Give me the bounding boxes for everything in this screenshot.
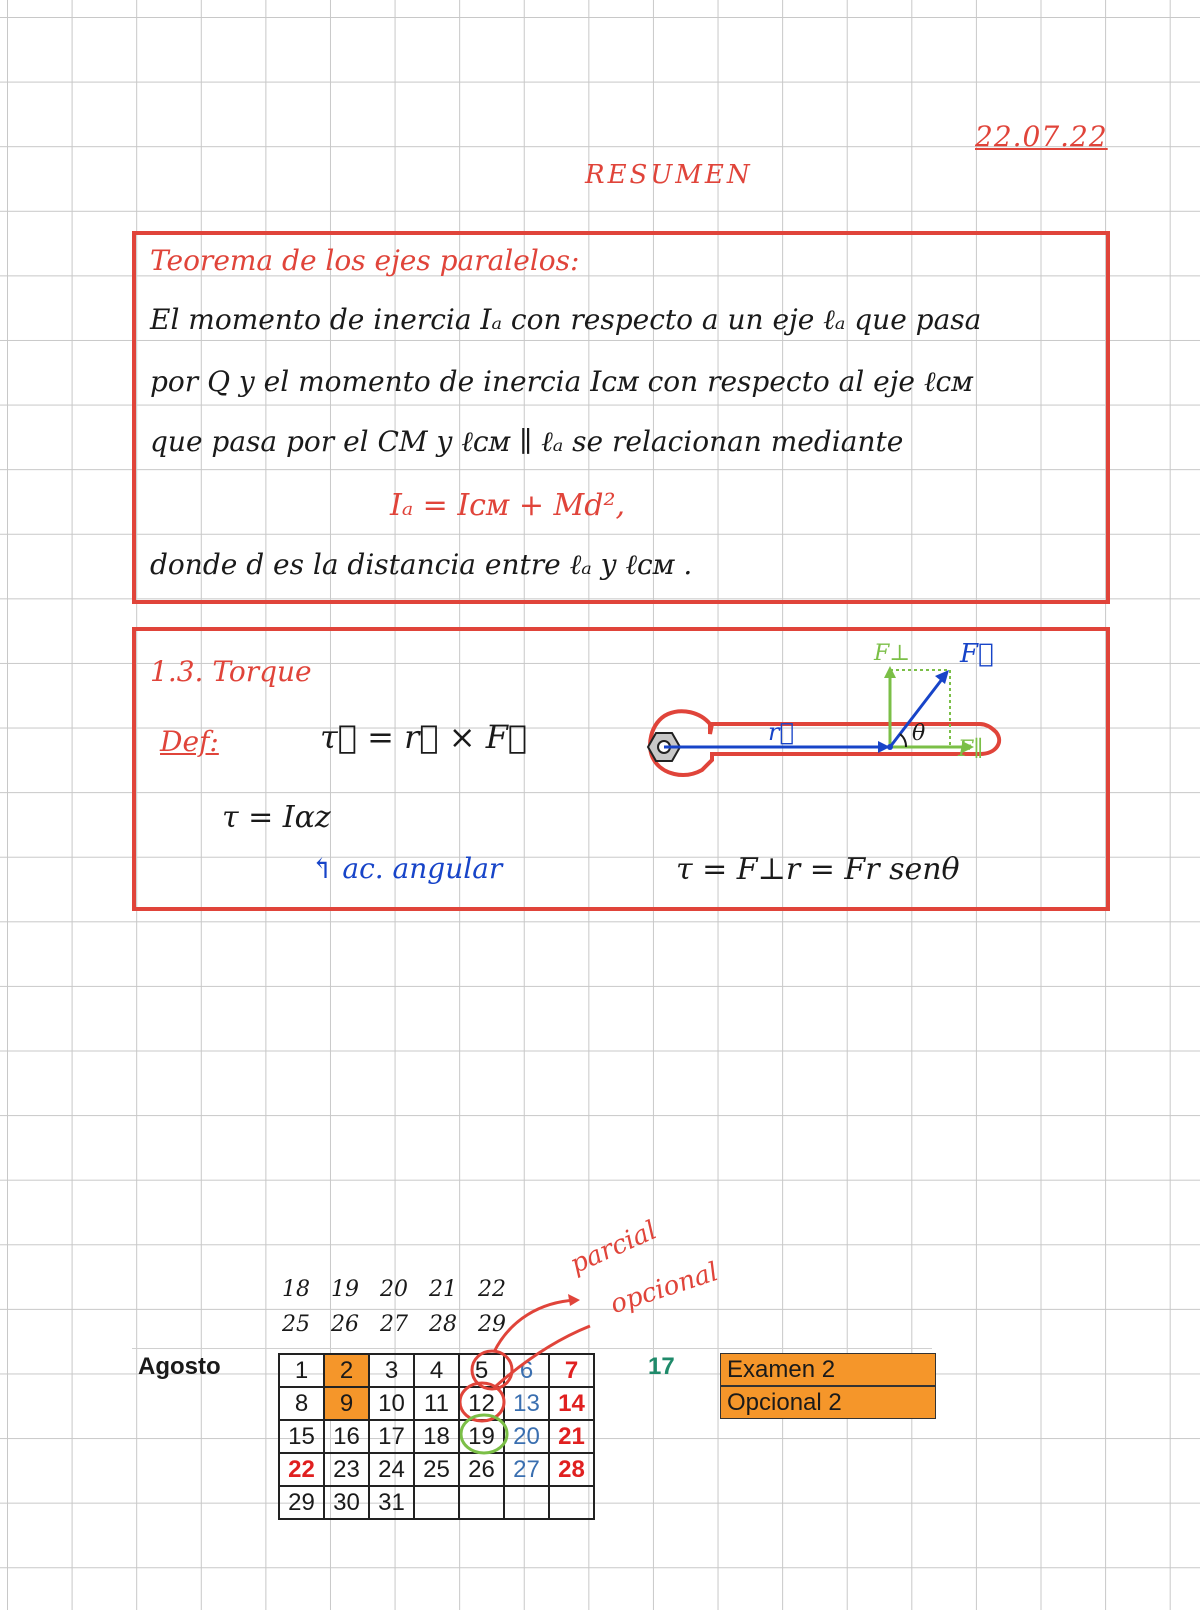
calendar-day: 1: [279, 1354, 324, 1387]
calendar-day: 13: [504, 1387, 549, 1420]
calendar-day: [504, 1486, 549, 1519]
calendar-annotations: [460, 1260, 660, 1460]
angular-acceleration-note: [310, 852, 502, 885]
angular-acceleration-label: ac. angular: [342, 852, 503, 885]
definition-label: Def:: [160, 725, 219, 758]
week-row-1: 18 19 20 21 22: [282, 1277, 506, 1302]
angle-label: θ: [912, 721, 926, 746]
annotation-arrowhead: [568, 1294, 580, 1306]
annotation-parcial: parcial: [565, 1215, 662, 1280]
calendar-day: 4: [414, 1354, 459, 1387]
event-opcional: Opcional 2: [720, 1386, 936, 1419]
calendar-day: 6: [504, 1354, 549, 1387]
calendar-day: 18: [414, 1420, 459, 1453]
curved-arrow-icon: ↰: [310, 852, 334, 885]
calendar-day: 2: [324, 1354, 369, 1387]
calendar-day: 26: [459, 1453, 504, 1486]
date: 22.07.22: [975, 120, 1108, 153]
calendar-row: [279, 1486, 594, 1519]
theorem-line-4: donde d es la distancia entre ℓₐ y ℓᴄᴍ .: [150, 548, 693, 581]
week-row-2: 25 26 27 28 29: [282, 1312, 506, 1337]
force-label: F⃗: [960, 640, 994, 669]
force-application-point: [887, 744, 893, 750]
calendar-day: 21: [549, 1420, 594, 1453]
annotation-opcional: opcional: [606, 1257, 722, 1320]
radius-label: r⃗: [768, 718, 794, 746]
calendar-day: 20: [504, 1420, 549, 1453]
calendar-day: 29: [279, 1486, 324, 1519]
calendar-day: 8: [279, 1387, 324, 1420]
calendar-day: 25: [414, 1453, 459, 1486]
wrench-diagram: [640, 640, 1040, 810]
calendar-day: 28: [549, 1453, 594, 1486]
calendar-day: 22: [279, 1453, 324, 1486]
theorem-line-2: por Q y el momento de inercia Iᴄᴍ con respecto al eje ℓᴄᴍ: [150, 365, 974, 398]
force-arrowhead: [935, 670, 949, 684]
theorem-heading: Teorema de los ejes paralelos:: [150, 244, 580, 277]
calendar-month: Agosto: [138, 1353, 221, 1380]
week-number: 17: [648, 1353, 675, 1380]
calendar-day: 16: [324, 1420, 369, 1453]
torque-heading: 1.3. Torque: [150, 655, 312, 688]
calendar-day: 14: [549, 1387, 594, 1420]
definition-equation: τ⃗ = r⃗ × F⃗: [320, 718, 528, 756]
page-title: RESUMEN: [585, 160, 753, 190]
calendar-day: 31: [369, 1486, 414, 1519]
calendar-day: 9: [324, 1387, 369, 1420]
force-par-label: F∥: [958, 737, 984, 762]
theorem-line-1: El momento de inercia Iₐ con respecto a un eje ℓₐ que pasa: [150, 303, 982, 336]
annotation-arrow: [494, 1300, 576, 1352]
calendar-day: 11: [414, 1387, 459, 1420]
calendar-day: 24: [369, 1453, 414, 1486]
wrench-torque-equation: τ = F⊥r = Fr senθ: [676, 852, 960, 887]
calendar-day: 23: [324, 1453, 369, 1486]
calendar-day: 12: [459, 1387, 504, 1420]
force-perp-label: F⊥: [874, 641, 910, 666]
force-perp-arrowhead: [884, 666, 896, 678]
calendar-day: 27: [504, 1453, 549, 1486]
theorem-line-3: que pasa por el CM y ℓᴄᴍ ∥ ℓₐ se relacionan mediante: [150, 425, 904, 458]
torque-angular-equation: τ = Iαz: [222, 800, 331, 835]
calendar-day: [549, 1486, 594, 1519]
theorem-formula: Iₐ = Iᴄᴍ + Md²,: [390, 488, 626, 523]
calendar-day: 30: [324, 1486, 369, 1519]
angle-arc: [900, 734, 906, 747]
calendar-day: 7: [549, 1354, 594, 1387]
calendar-day: 15: [279, 1420, 324, 1453]
calendar-day: 19: [459, 1420, 504, 1453]
calendar-day: [414, 1486, 459, 1519]
event-examen: Examen 2: [720, 1353, 936, 1386]
calendar-day: 17: [369, 1420, 414, 1453]
wrench-outline: [650, 711, 999, 775]
calendar-day: [459, 1486, 504, 1519]
calendar-day: 10: [369, 1387, 414, 1420]
calendar-day: 3: [369, 1354, 414, 1387]
calendar-day: 5: [459, 1354, 504, 1387]
